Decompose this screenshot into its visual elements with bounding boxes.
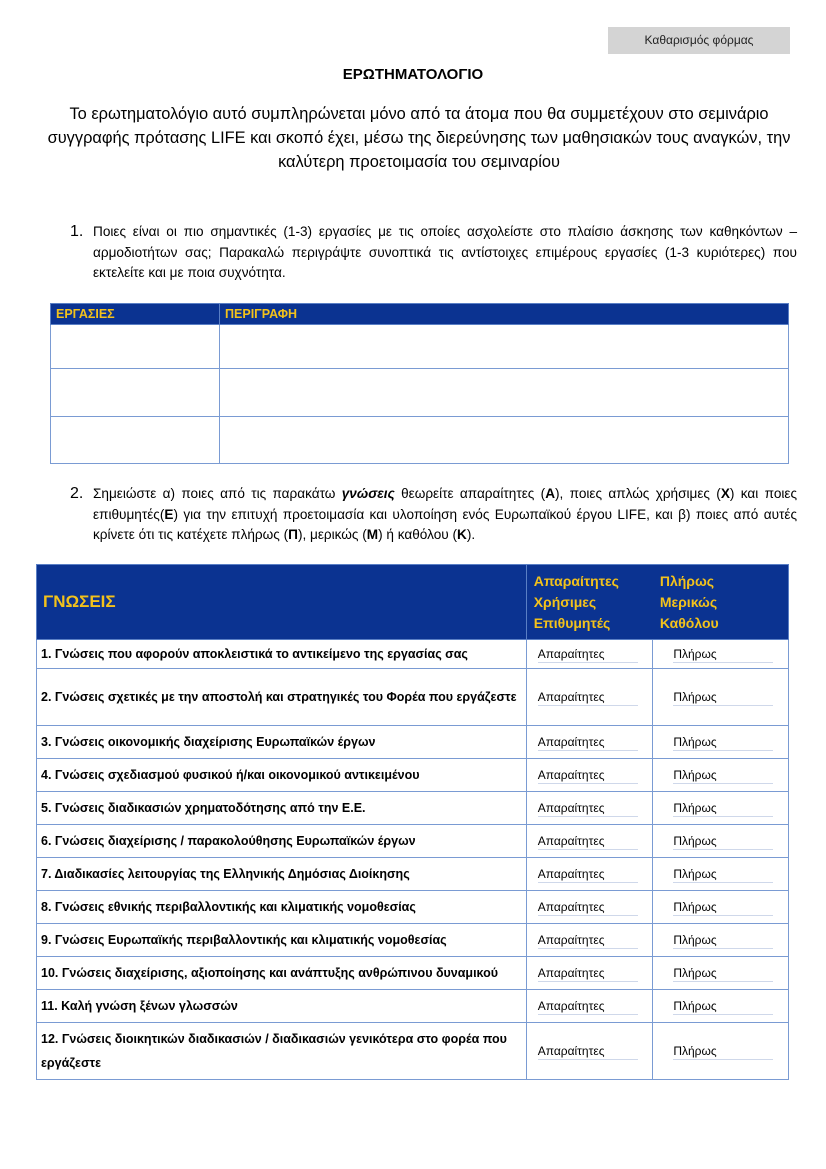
need-select[interactable] (526, 1023, 653, 1080)
have-select[interactable] (653, 759, 789, 792)
tasks-header-tasks: ΕΡΓΑΣΙΕΣ (51, 304, 220, 325)
have-select[interactable] (653, 1023, 789, 1080)
have-select[interactable] (653, 858, 789, 891)
table-row (37, 924, 789, 957)
knowledge-label: 3. Γνώσεις οικονομικής διαχείρισης Ευρωπαϊκών έργων (37, 726, 527, 759)
have-select[interactable] (653, 792, 789, 825)
have-select-value[interactable]: Πλήρως (673, 767, 773, 784)
question-1-number: 1. (70, 223, 84, 240)
intro-text: Το ερωτηματολόγιο αυτό συμπληρώνεται μόνο από τα άτομα που θα συμμετέχουν στο σεμινάριο συγγραφής πρότασης LIFE και σκοπό έχει, μέσω της διερεύνησης των μαθησιακών τους αναγκών, την καλύτερη προετοιμασία του σεμιναρίου (47, 105, 791, 171)
have-select[interactable] (653, 924, 789, 957)
knowledge-label: 2. Γνώσεις σχετικές με την αποστολή και στρατηγικές του Φορέα που εργάζεστε (37, 669, 527, 726)
have-select-value[interactable]: Πλήρως (673, 833, 773, 850)
need-select-value[interactable]: Απαραίτητες (538, 899, 638, 916)
need-select[interactable] (526, 669, 653, 726)
task-description-input[interactable] (220, 369, 789, 417)
need-header: Απαραίτητες Χρήσιμες Επιθυμητές (526, 565, 653, 640)
question-1-text: Ποιες είναι οι πιο σημαντικές (1-3) εργασίες με τις οποίες ασχολείστε στο πλαίσιο άσκησης των καθηκόντων – αρμοδιοτήτων σας; Παρακαλώ περιγράψτε συνοπτικά τις αντίστοιχες επιμέρους εργασίες (1-3 κυριότερες) που εκτελείτε και με ποια συχνότητα. (93, 224, 797, 280)
need-select-value[interactable]: Απαραίτητες (538, 932, 638, 949)
need-select[interactable] (526, 825, 653, 858)
have-select-value[interactable]: Πλήρως (673, 866, 773, 883)
need-select-value[interactable]: Απαραίτητες (538, 833, 638, 850)
have-select[interactable] (653, 957, 789, 990)
need-select-value[interactable]: Απαραίτητες (538, 998, 638, 1015)
table-row (37, 891, 789, 924)
table-row (37, 1023, 789, 1080)
table-row (37, 726, 789, 759)
need-select[interactable] (526, 726, 653, 759)
knowledge-header: ΓΝΩΣΕΙΣ (37, 565, 527, 640)
question-2-number: 2. (70, 485, 84, 502)
knowledge-label: 8. Γνώσεις εθνικής περιβαλλοντικής και κλιματικής νομοθεσίας (37, 891, 527, 924)
need-select[interactable] (526, 957, 653, 990)
have-select[interactable] (653, 726, 789, 759)
table-row (37, 669, 789, 726)
have-select-value[interactable]: Πλήρως (673, 646, 773, 663)
question-1 (70, 222, 797, 284)
task-description-input[interactable] (220, 325, 789, 369)
need-select-value[interactable]: Απαραίτητες (538, 800, 638, 817)
table-row (51, 417, 789, 464)
have-select[interactable] (653, 825, 789, 858)
have-select-value[interactable]: Πλήρως (673, 899, 773, 916)
task-input[interactable] (51, 325, 220, 369)
have-select-value[interactable]: Πλήρως (673, 689, 773, 706)
knowledge-label: 6. Γνώσεις διαχείρισης / παρακολούθησης Ευρωπαϊκών έργων (37, 825, 527, 858)
tasks-header-description: ΠΕΡΙΓΡΑΦΗ (220, 304, 789, 325)
tasks-table (50, 303, 789, 464)
need-select-value[interactable]: Απαραίτητες (538, 965, 638, 982)
knowledge-table (36, 564, 789, 1080)
table-row (37, 957, 789, 990)
have-select-value[interactable]: Πλήρως (673, 734, 773, 751)
question-2 (70, 484, 797, 546)
need-select[interactable] (526, 924, 653, 957)
table-row (37, 792, 789, 825)
table-row (37, 858, 789, 891)
need-select-value[interactable]: Απαραίτητες (538, 646, 638, 663)
task-description-input[interactable] (220, 417, 789, 464)
need-select[interactable] (526, 891, 653, 924)
knowledge-label: 9. Γνώσεις Ευρωπαϊκής περιβαλλοντικής και κλιματικής νομοθεσίας (37, 924, 527, 957)
need-select-value[interactable]: Απαραίτητες (538, 767, 638, 784)
have-select[interactable] (653, 891, 789, 924)
task-input[interactable] (51, 369, 220, 417)
have-select[interactable] (653, 990, 789, 1023)
need-select[interactable] (526, 759, 653, 792)
table-row (51, 325, 789, 369)
question-2-text: Σημειώστε α) ποιες από τις παρακάτω γνώσεις θεωρείτε απαραίτητες (Α), ποιες απλώς χρήσιμες (Χ) και ποιες επιθυμητές(Ε) για την επιτυχή προετοιμασία και υλοποίηση ενός Ευρωπαϊκού έργου LIFE, και β) ποιες από αυτές κρίνετε ότι τις κατέχετε πλήρως (Π), μερικώς (Μ) ή καθόλου (Κ). (93, 486, 798, 542)
table-row (37, 759, 789, 792)
need-select[interactable] (526, 858, 653, 891)
knowledge-label: 11. Καλή γνώση ξένων γλωσσών (37, 990, 527, 1023)
table-row (37, 640, 789, 669)
need-select-value[interactable]: Απαραίτητες (538, 734, 638, 751)
have-select-value[interactable]: Πλήρως (673, 932, 773, 949)
have-select-value[interactable]: Πλήρως (673, 1043, 773, 1060)
need-select[interactable] (526, 640, 653, 669)
knowledge-label: 5. Γνώσεις διαδικασιών χρηματοδότησης από την Ε.Ε. (37, 792, 527, 825)
table-row (37, 825, 789, 858)
table-row (37, 990, 789, 1023)
have-select[interactable] (653, 669, 789, 726)
knowledge-label: 7. Διαδικασίες λειτουργίας της Ελληνικής Δημόσιας Διοίκησης (37, 858, 527, 891)
have-select-value[interactable]: Πλήρως (673, 965, 773, 982)
have-select[interactable] (653, 640, 789, 669)
need-select-value[interactable]: Απαραίτητες (538, 866, 638, 883)
need-select-value[interactable]: Απαραίτητες (538, 1043, 638, 1060)
page-title: ΕΡΩΤΗΜΑΤΟΛΟΓΙΟ (342, 66, 484, 83)
table-row (51, 369, 789, 417)
task-input[interactable] (51, 417, 220, 464)
knowledge-label: 1. Γνώσεις που αφορούν αποκλειστικά το αντικείμενο της εργασίας σας (37, 640, 527, 669)
need-select[interactable] (526, 792, 653, 825)
have-select-value[interactable]: Πλήρως (673, 800, 773, 817)
clear-form-button[interactable]: Καθαρισμός φόρμας (608, 27, 790, 54)
knowledge-label: 4. Γνώσεις σχεδιασμού φυσικού ή/και οικονομικού αντικειμένου (37, 759, 527, 792)
knowledge-label: 10. Γνώσεις διαχείρισης, αξιοποίησης και ανάπτυξης ανθρώπινου δυναμικού (37, 957, 527, 990)
have-select-value[interactable]: Πλήρως (673, 998, 773, 1015)
need-select-value[interactable]: Απαραίτητες (538, 689, 638, 706)
need-select[interactable] (526, 990, 653, 1023)
knowledge-label: 12. Γνώσεις διοικητικών διαδικασιών / διαδικασιών γενικότερα στο φορέα που εργάζεστε (37, 1023, 527, 1080)
have-header: Πλήρως Μερικώς Καθόλου (653, 565, 789, 640)
